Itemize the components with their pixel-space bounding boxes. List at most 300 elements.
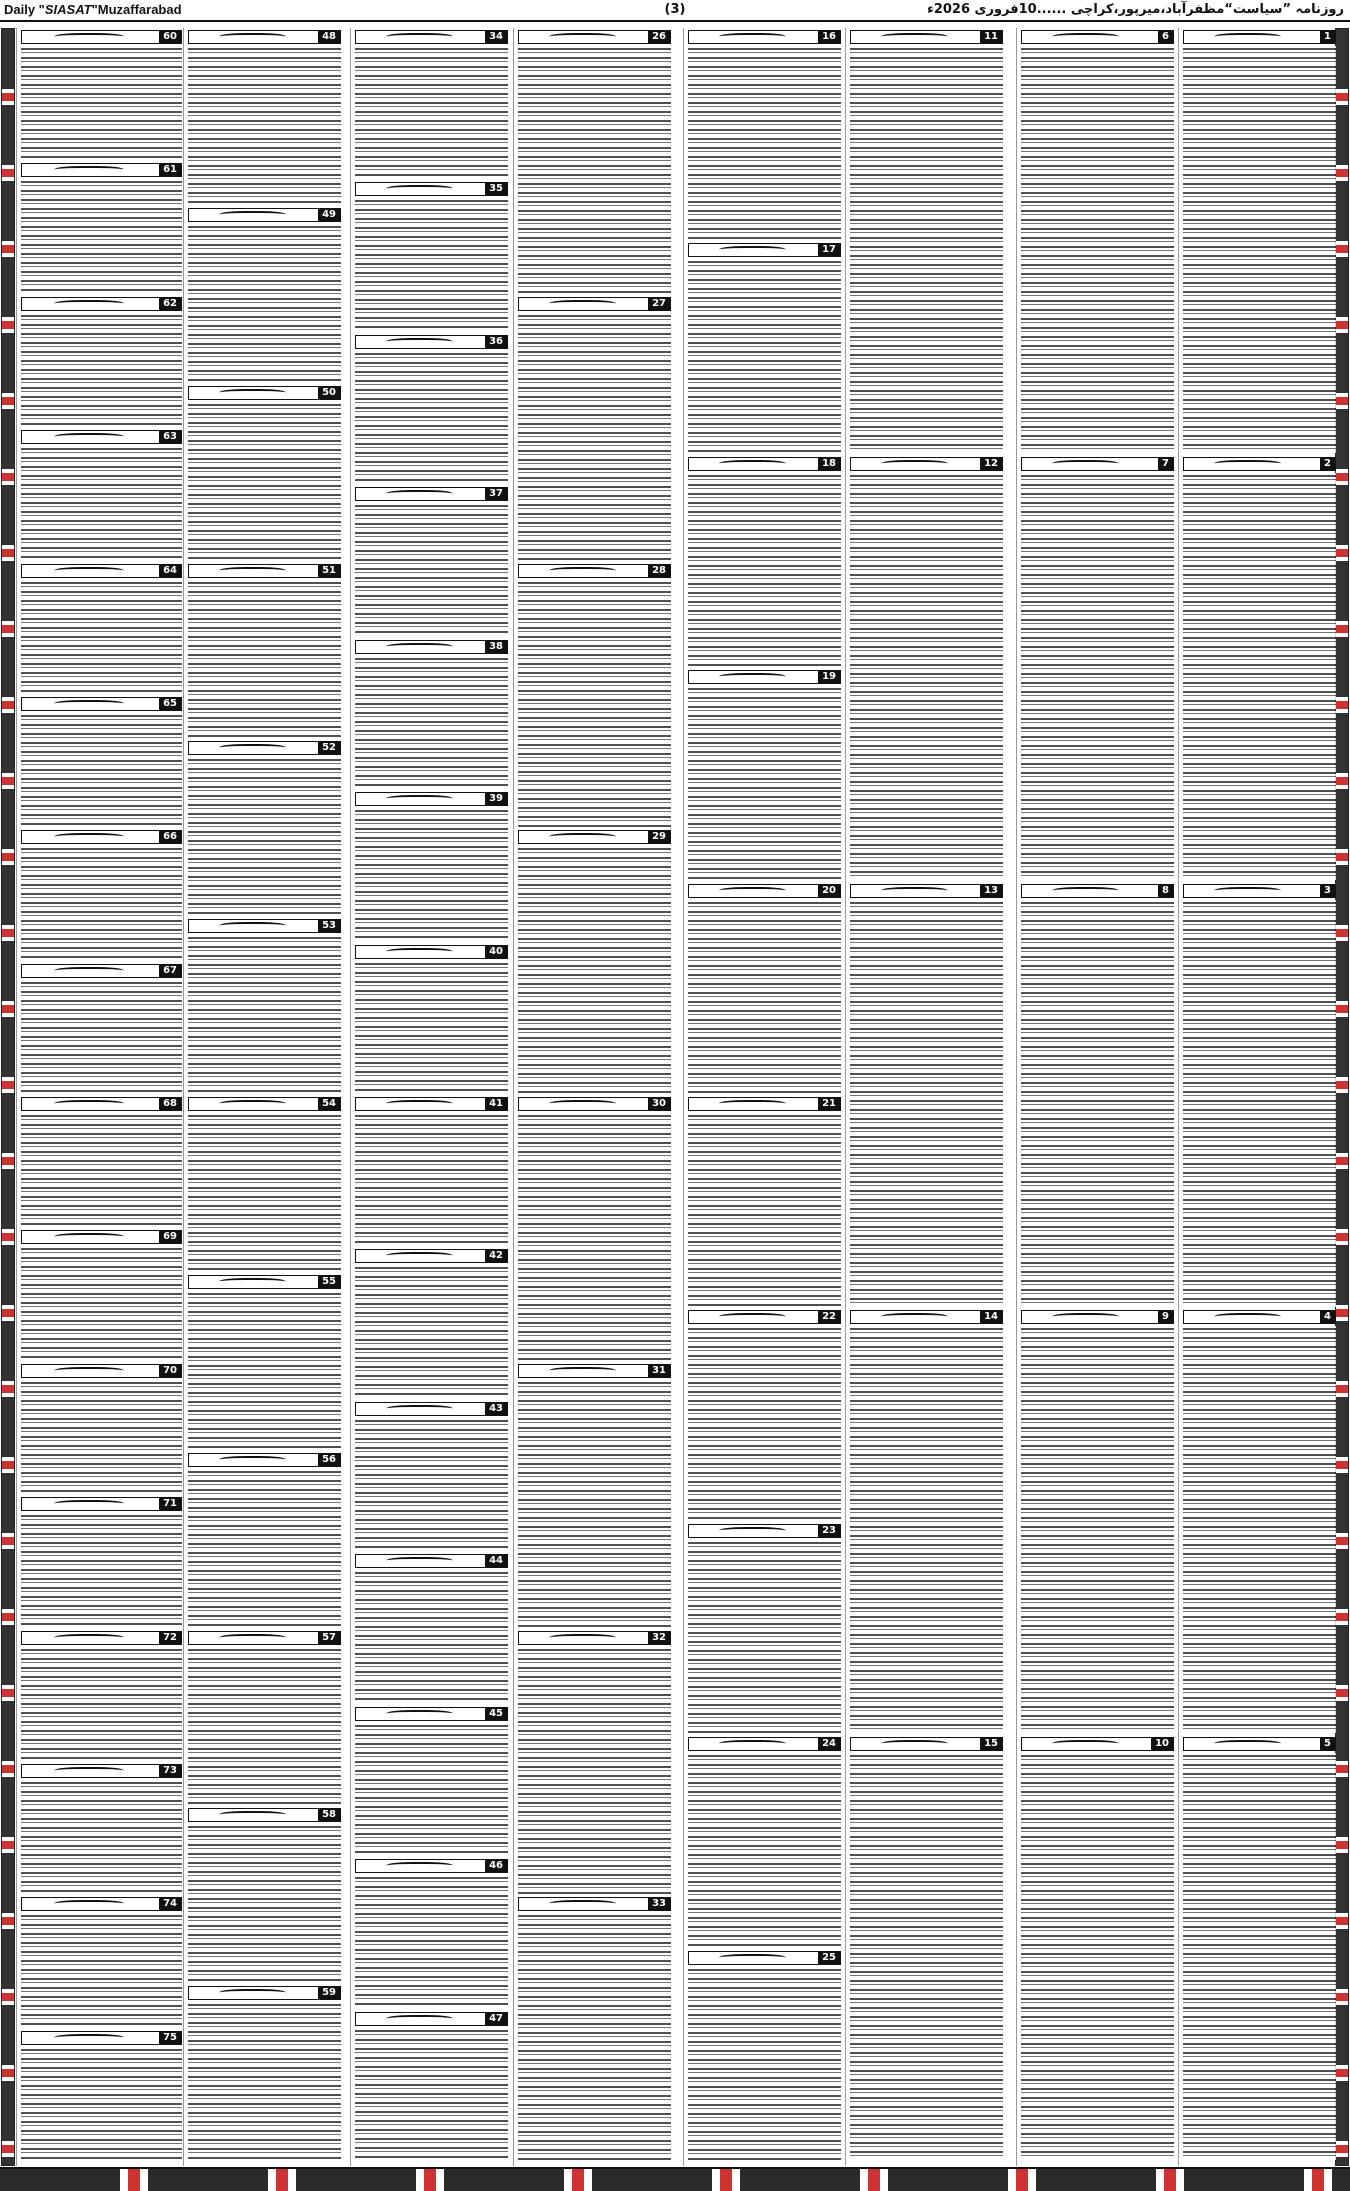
ad-text-block — [1021, 473, 1174, 880]
ad-number: 40 — [485, 946, 507, 958]
ad-number: 41 — [485, 1098, 507, 1110]
ad-number: 53 — [318, 920, 340, 932]
ad-header — [518, 30, 671, 44]
siasat-logo-icon — [1214, 1313, 1280, 1322]
siasat-logo-icon — [719, 33, 785, 42]
ad-text-block — [688, 473, 841, 666]
ad-text-block — [188, 1113, 341, 1271]
siasat-logo-icon — [549, 1367, 615, 1376]
siasat-logo-icon — [54, 1233, 124, 1242]
ad-number: 6 — [1158, 31, 1173, 43]
ad-number: 19 — [818, 671, 840, 683]
ad-number: 36 — [485, 336, 507, 348]
ad-text-block — [355, 1418, 508, 1550]
ad-header — [688, 1951, 841, 1965]
ad-number: 32 — [648, 1632, 670, 1644]
ad-number: 45 — [485, 1708, 507, 1720]
ad-text-block — [188, 1824, 341, 1982]
ad-number: 3 — [1320, 885, 1335, 897]
ad-header — [1021, 1737, 1174, 1751]
ad-number: 15 — [980, 1738, 1002, 1750]
ad-header — [355, 2012, 508, 2026]
masthead-urdu-title: روزنامہ ”سیاست“مظفرآباد،میرپور،کراچی ......10فروری 2026ء — [927, 2, 1344, 17]
ad-number: 9 — [1158, 1311, 1173, 1323]
ad-header — [188, 1275, 341, 1289]
ad-number: 25 — [818, 1952, 840, 1964]
ad-number: 46 — [485, 1860, 507, 1872]
column — [350, 28, 512, 2166]
ad-number: 60 — [159, 31, 181, 43]
ad-header — [688, 884, 841, 898]
siasat-logo-icon — [219, 1100, 285, 1109]
footer-strip — [0, 2167, 1350, 2191]
ad-header — [188, 386, 341, 400]
ad-text-block — [355, 1723, 508, 1855]
siasat-logo-icon — [386, 2015, 452, 2024]
ad-number: 70 — [159, 1365, 181, 1377]
ad-header — [850, 884, 1003, 898]
ad-number: 27 — [648, 298, 670, 310]
ad-number: 11 — [980, 31, 1002, 43]
ad-header — [1183, 457, 1336, 471]
ad-text-block — [21, 846, 182, 959]
ad-number: 55 — [318, 1276, 340, 1288]
ad-text-block — [688, 1967, 841, 2160]
ad-number: 75 — [159, 2032, 181, 2044]
siasat-logo-icon — [549, 33, 615, 42]
ad-header — [688, 243, 841, 257]
ad-number: 34 — [485, 31, 507, 43]
ad-header — [21, 1897, 182, 1911]
ad-text-block — [21, 980, 182, 1093]
ad-header — [355, 945, 508, 959]
ad-text-block — [850, 473, 1003, 880]
ad-number: 63 — [159, 431, 181, 443]
ad-header — [188, 30, 341, 44]
ad-header — [688, 1097, 841, 1111]
siasat-logo-icon — [54, 567, 124, 576]
ad-text-block — [518, 1113, 671, 1360]
siasat-logo-icon — [219, 389, 285, 398]
siasat-logo-icon — [881, 33, 947, 42]
ad-number: 4 — [1320, 1311, 1335, 1323]
siasat-logo-icon — [1214, 33, 1280, 42]
siasat-logo-icon — [54, 2034, 124, 2043]
ad-text-block — [850, 46, 1003, 453]
ad-header — [21, 1230, 182, 1244]
ad-text-block — [188, 1469, 341, 1627]
ad-text-block — [21, 1780, 182, 1893]
siasat-logo-icon — [54, 833, 124, 842]
ad-text-block — [518, 1380, 671, 1627]
ad-text-block — [188, 46, 341, 204]
ad-header — [688, 30, 841, 44]
ad-text-block — [21, 1513, 182, 1626]
ad-text-block — [355, 1113, 508, 1245]
ad-text-block — [688, 1113, 841, 1306]
siasat-logo-icon — [54, 967, 124, 976]
ad-text-block — [1183, 1326, 1336, 1733]
siasat-logo-icon — [219, 744, 285, 753]
ad-text-block — [1183, 46, 1336, 453]
siasat-logo-icon — [386, 33, 452, 42]
ad-text-block — [188, 1291, 341, 1449]
ad-text-block — [688, 1540, 841, 1733]
siasat-logo-icon — [719, 460, 785, 469]
siasat-logo-icon — [386, 1710, 452, 1719]
ad-number: 42 — [485, 1250, 507, 1262]
ad-number: 14 — [980, 1311, 1002, 1323]
ad-header — [1183, 30, 1336, 44]
siasat-logo-icon — [219, 1811, 285, 1820]
ad-text-block — [355, 2028, 508, 2160]
siasat-logo-icon — [219, 567, 285, 576]
ad-header — [355, 792, 508, 806]
ad-header — [355, 1554, 508, 1568]
ad-text-block — [188, 2002, 341, 2160]
page-number: (3) — [664, 2, 686, 17]
ad-number: 24 — [818, 1738, 840, 1750]
column — [845, 28, 1007, 2166]
ad-number: 47 — [485, 2013, 507, 2025]
ad-number: 51 — [318, 565, 340, 577]
siasat-logo-icon — [386, 490, 452, 499]
ad-header — [688, 1737, 841, 1751]
ad-header — [355, 1097, 508, 1111]
ad-header — [518, 1897, 671, 1911]
ad-text-block — [21, 1246, 182, 1359]
ad-number: 23 — [818, 1525, 840, 1537]
ad-number: 22 — [818, 1311, 840, 1323]
ad-number: 35 — [485, 183, 507, 195]
ad-number: 67 — [159, 965, 181, 977]
siasat-logo-icon — [1052, 887, 1118, 896]
ad-text-block — [21, 179, 182, 292]
siasat-logo-icon — [881, 460, 947, 469]
ad-header — [518, 1097, 671, 1111]
ad-text-block — [188, 1647, 341, 1805]
ad-header — [21, 163, 182, 177]
siasat-logo-icon — [719, 1954, 785, 1963]
siasat-logo-icon — [719, 887, 785, 896]
ad-number: 39 — [485, 793, 507, 805]
siasat-logo-icon — [386, 643, 452, 652]
masthead-english-title: Daily "SIASAT"Muzaffarabad — [4, 2, 182, 17]
ad-number: 8 — [1158, 885, 1173, 897]
siasat-logo-icon — [1052, 1313, 1118, 1322]
ad-number: 56 — [318, 1454, 340, 1466]
ad-text-block — [188, 935, 341, 1093]
siasat-logo-icon — [386, 795, 452, 804]
ad-text-block — [355, 503, 508, 635]
ad-number: 28 — [648, 565, 670, 577]
siasat-logo-icon — [386, 1557, 452, 1566]
ad-text-block — [355, 808, 508, 940]
siasat-logo-icon — [386, 338, 452, 347]
siasat-logo-icon — [54, 1634, 124, 1643]
column — [183, 28, 345, 2166]
column — [16, 28, 186, 2166]
siasat-logo-icon — [386, 1862, 452, 1871]
ad-number: 7 — [1158, 458, 1173, 470]
siasat-logo-icon — [54, 1500, 124, 1509]
ad-number: 12 — [980, 458, 1002, 470]
ad-header — [518, 564, 671, 578]
ad-text-block — [688, 259, 841, 452]
ad-header — [188, 208, 341, 222]
siasat-logo-icon — [54, 1767, 124, 1776]
siasat-logo-icon — [54, 433, 124, 442]
ad-number: 37 — [485, 488, 507, 500]
ad-number: 73 — [159, 1765, 181, 1777]
ad-text-block — [21, 1913, 182, 2026]
ad-text-block — [1183, 1753, 1336, 2160]
ad-text-block — [355, 656, 508, 788]
ad-number: 18 — [818, 458, 840, 470]
column — [1016, 28, 1178, 2166]
siasat-logo-icon — [219, 211, 285, 220]
ad-header — [850, 1737, 1003, 1751]
siasat-logo-icon — [719, 246, 785, 255]
ad-number: 10 — [1151, 1738, 1173, 1750]
siasat-logo-icon — [549, 1900, 615, 1909]
ad-header — [355, 30, 508, 44]
ad-header — [188, 741, 341, 755]
ad-number: 16 — [818, 31, 840, 43]
ad-text-block — [355, 1265, 508, 1397]
ad-header — [355, 1707, 508, 1721]
ad-header — [188, 1453, 341, 1467]
ad-text-block — [688, 1326, 841, 1519]
ad-header — [850, 457, 1003, 471]
ad-header — [355, 487, 508, 501]
ad-number: 49 — [318, 209, 340, 221]
column — [1178, 28, 1340, 2166]
ad-text-block — [188, 580, 341, 738]
siasat-logo-icon — [719, 1100, 785, 1109]
ad-text-block — [21, 2047, 182, 2160]
siasat-logo-icon — [54, 166, 124, 175]
ad-text-block — [188, 402, 341, 560]
ad-header — [1183, 884, 1336, 898]
ad-header — [21, 1364, 182, 1378]
ad-text-block — [1021, 900, 1174, 1307]
ad-number: 17 — [818, 244, 840, 256]
ad-number: 68 — [159, 1098, 181, 1110]
ad-text-block — [21, 713, 182, 826]
ad-number: 31 — [648, 1365, 670, 1377]
siasat-logo-icon — [54, 700, 124, 709]
ad-header — [355, 1249, 508, 1263]
ad-text-block — [355, 1570, 508, 1702]
ad-number: 66 — [159, 831, 181, 843]
left-decorative-strip — [1, 28, 15, 2166]
ad-header — [688, 1310, 841, 1324]
ad-text-block — [355, 961, 508, 1093]
ad-text-block — [21, 446, 182, 559]
ad-header — [355, 640, 508, 654]
ad-number: 1 — [1320, 31, 1335, 43]
siasat-logo-icon — [219, 1278, 285, 1287]
ad-text-block — [1021, 1326, 1174, 1733]
ad-header — [850, 30, 1003, 44]
ad-text-block — [355, 198, 508, 330]
siasat-logo-icon — [1052, 460, 1118, 469]
ad-number: 65 — [159, 698, 181, 710]
ad-header — [1021, 1310, 1174, 1324]
ad-number: 64 — [159, 565, 181, 577]
siasat-logo-icon — [219, 33, 285, 42]
ad-header — [518, 1631, 671, 1645]
ad-header — [518, 830, 671, 844]
siasat-logo-icon — [219, 1456, 285, 1465]
siasat-logo-icon — [54, 33, 124, 42]
ad-text-block — [850, 1753, 1003, 2160]
ad-header — [21, 30, 182, 44]
siasat-logo-icon — [881, 1313, 947, 1322]
ad-text-block — [518, 580, 671, 827]
ad-text-block — [688, 46, 841, 239]
ad-text-block — [1183, 900, 1336, 1307]
ad-text-block — [850, 1326, 1003, 1733]
ad-number: 48 — [318, 31, 340, 43]
ad-number: 61 — [159, 164, 181, 176]
ad-header — [21, 1497, 182, 1511]
ad-header — [1183, 1737, 1336, 1751]
siasat-logo-icon — [1214, 887, 1280, 896]
ad-header — [688, 670, 841, 684]
ad-number: 74 — [159, 1898, 181, 1910]
ad-number: 62 — [159, 298, 181, 310]
ad-text-block — [355, 46, 508, 178]
ad-number: 21 — [818, 1098, 840, 1110]
ad-text-block — [21, 46, 182, 159]
ad-text-block — [21, 1380, 182, 1493]
siasat-logo-icon — [549, 833, 615, 842]
siasat-logo-icon — [386, 1405, 452, 1414]
siasat-logo-icon — [549, 1100, 615, 1109]
siasat-logo-icon — [719, 673, 785, 682]
ad-header — [188, 564, 341, 578]
column — [513, 28, 675, 2166]
siasat-logo-icon — [1214, 1740, 1280, 1749]
ad-number: 50 — [318, 387, 340, 399]
ad-text-block — [688, 900, 841, 1093]
ad-header — [355, 1402, 508, 1416]
ad-header — [1183, 1310, 1336, 1324]
ad-number: 5 — [1320, 1738, 1335, 1750]
ad-number: 26 — [648, 31, 670, 43]
siasat-logo-icon — [719, 1313, 785, 1322]
ad-header — [1021, 30, 1174, 44]
ad-header — [21, 830, 182, 844]
ad-header — [21, 430, 182, 444]
siasat-logo-icon — [549, 300, 615, 309]
ad-header — [355, 182, 508, 196]
ad-text-block — [518, 46, 671, 293]
ad-header — [21, 1631, 182, 1645]
siasat-logo-icon — [54, 1900, 124, 1909]
siasat-logo-icon — [219, 922, 285, 931]
ad-number: 38 — [485, 641, 507, 653]
ad-text-block — [518, 313, 671, 560]
ad-number: 13 — [980, 885, 1002, 897]
ad-header — [21, 697, 182, 711]
ad-number: 54 — [318, 1098, 340, 1110]
ad-number: 52 — [318, 742, 340, 754]
ad-text-block — [518, 1647, 671, 1894]
siasat-logo-icon — [719, 1527, 785, 1536]
ad-number: 2 — [1320, 458, 1335, 470]
ad-header — [850, 1310, 1003, 1324]
ad-text-block — [21, 580, 182, 693]
ad-text-block — [518, 846, 671, 1093]
ad-header — [188, 1631, 341, 1645]
ad-header — [21, 964, 182, 978]
ad-header — [688, 1524, 841, 1538]
ad-number: 57 — [318, 1632, 340, 1644]
siasat-logo-icon — [386, 1252, 452, 1261]
ad-header — [355, 1859, 508, 1873]
ad-header — [518, 297, 671, 311]
siasat-logo-icon — [386, 1100, 452, 1109]
siasat-logo-icon — [54, 1100, 124, 1109]
column — [683, 28, 845, 2166]
siasat-logo-icon — [549, 567, 615, 576]
ad-number: 43 — [485, 1403, 507, 1415]
masthead — [0, 0, 1350, 22]
ad-text-block — [1021, 1753, 1174, 2160]
ad-header — [355, 335, 508, 349]
ad-header — [688, 457, 841, 471]
siasat-logo-icon — [1052, 1740, 1118, 1749]
ad-text-block — [1021, 46, 1174, 453]
ad-header — [21, 2031, 182, 2045]
ad-number: 20 — [818, 885, 840, 897]
siasat-logo-icon — [219, 1989, 285, 1998]
ad-text-block — [518, 1913, 671, 2160]
siasat-logo-icon — [386, 948, 452, 957]
siasat-logo-icon — [219, 1634, 285, 1643]
ad-number: 58 — [318, 1809, 340, 1821]
ad-header — [188, 1097, 341, 1111]
ad-header — [21, 297, 182, 311]
ad-text-block — [21, 1113, 182, 1226]
ad-header — [21, 1097, 182, 1111]
ad-text-block — [21, 1647, 182, 1760]
ad-text-block — [688, 686, 841, 879]
ad-header — [518, 1364, 671, 1378]
ad-number: 72 — [159, 1632, 181, 1644]
siasat-logo-icon — [54, 300, 124, 309]
ad-header — [1021, 457, 1174, 471]
ad-number: 29 — [648, 831, 670, 843]
ad-text-block — [850, 900, 1003, 1307]
ad-number: 44 — [485, 1555, 507, 1567]
ad-header — [21, 564, 182, 578]
ad-text-block — [188, 757, 341, 915]
siasat-logo-icon — [549, 1634, 615, 1643]
siasat-logo-icon — [881, 1740, 947, 1749]
ad-text-block — [21, 313, 182, 426]
siasat-logo-icon — [386, 185, 452, 194]
ad-text-block — [355, 351, 508, 483]
ad-header — [188, 1808, 341, 1822]
ad-header — [1021, 884, 1174, 898]
siasat-logo-icon — [881, 887, 947, 896]
ad-header — [188, 1986, 341, 2000]
ad-header — [21, 1764, 182, 1778]
